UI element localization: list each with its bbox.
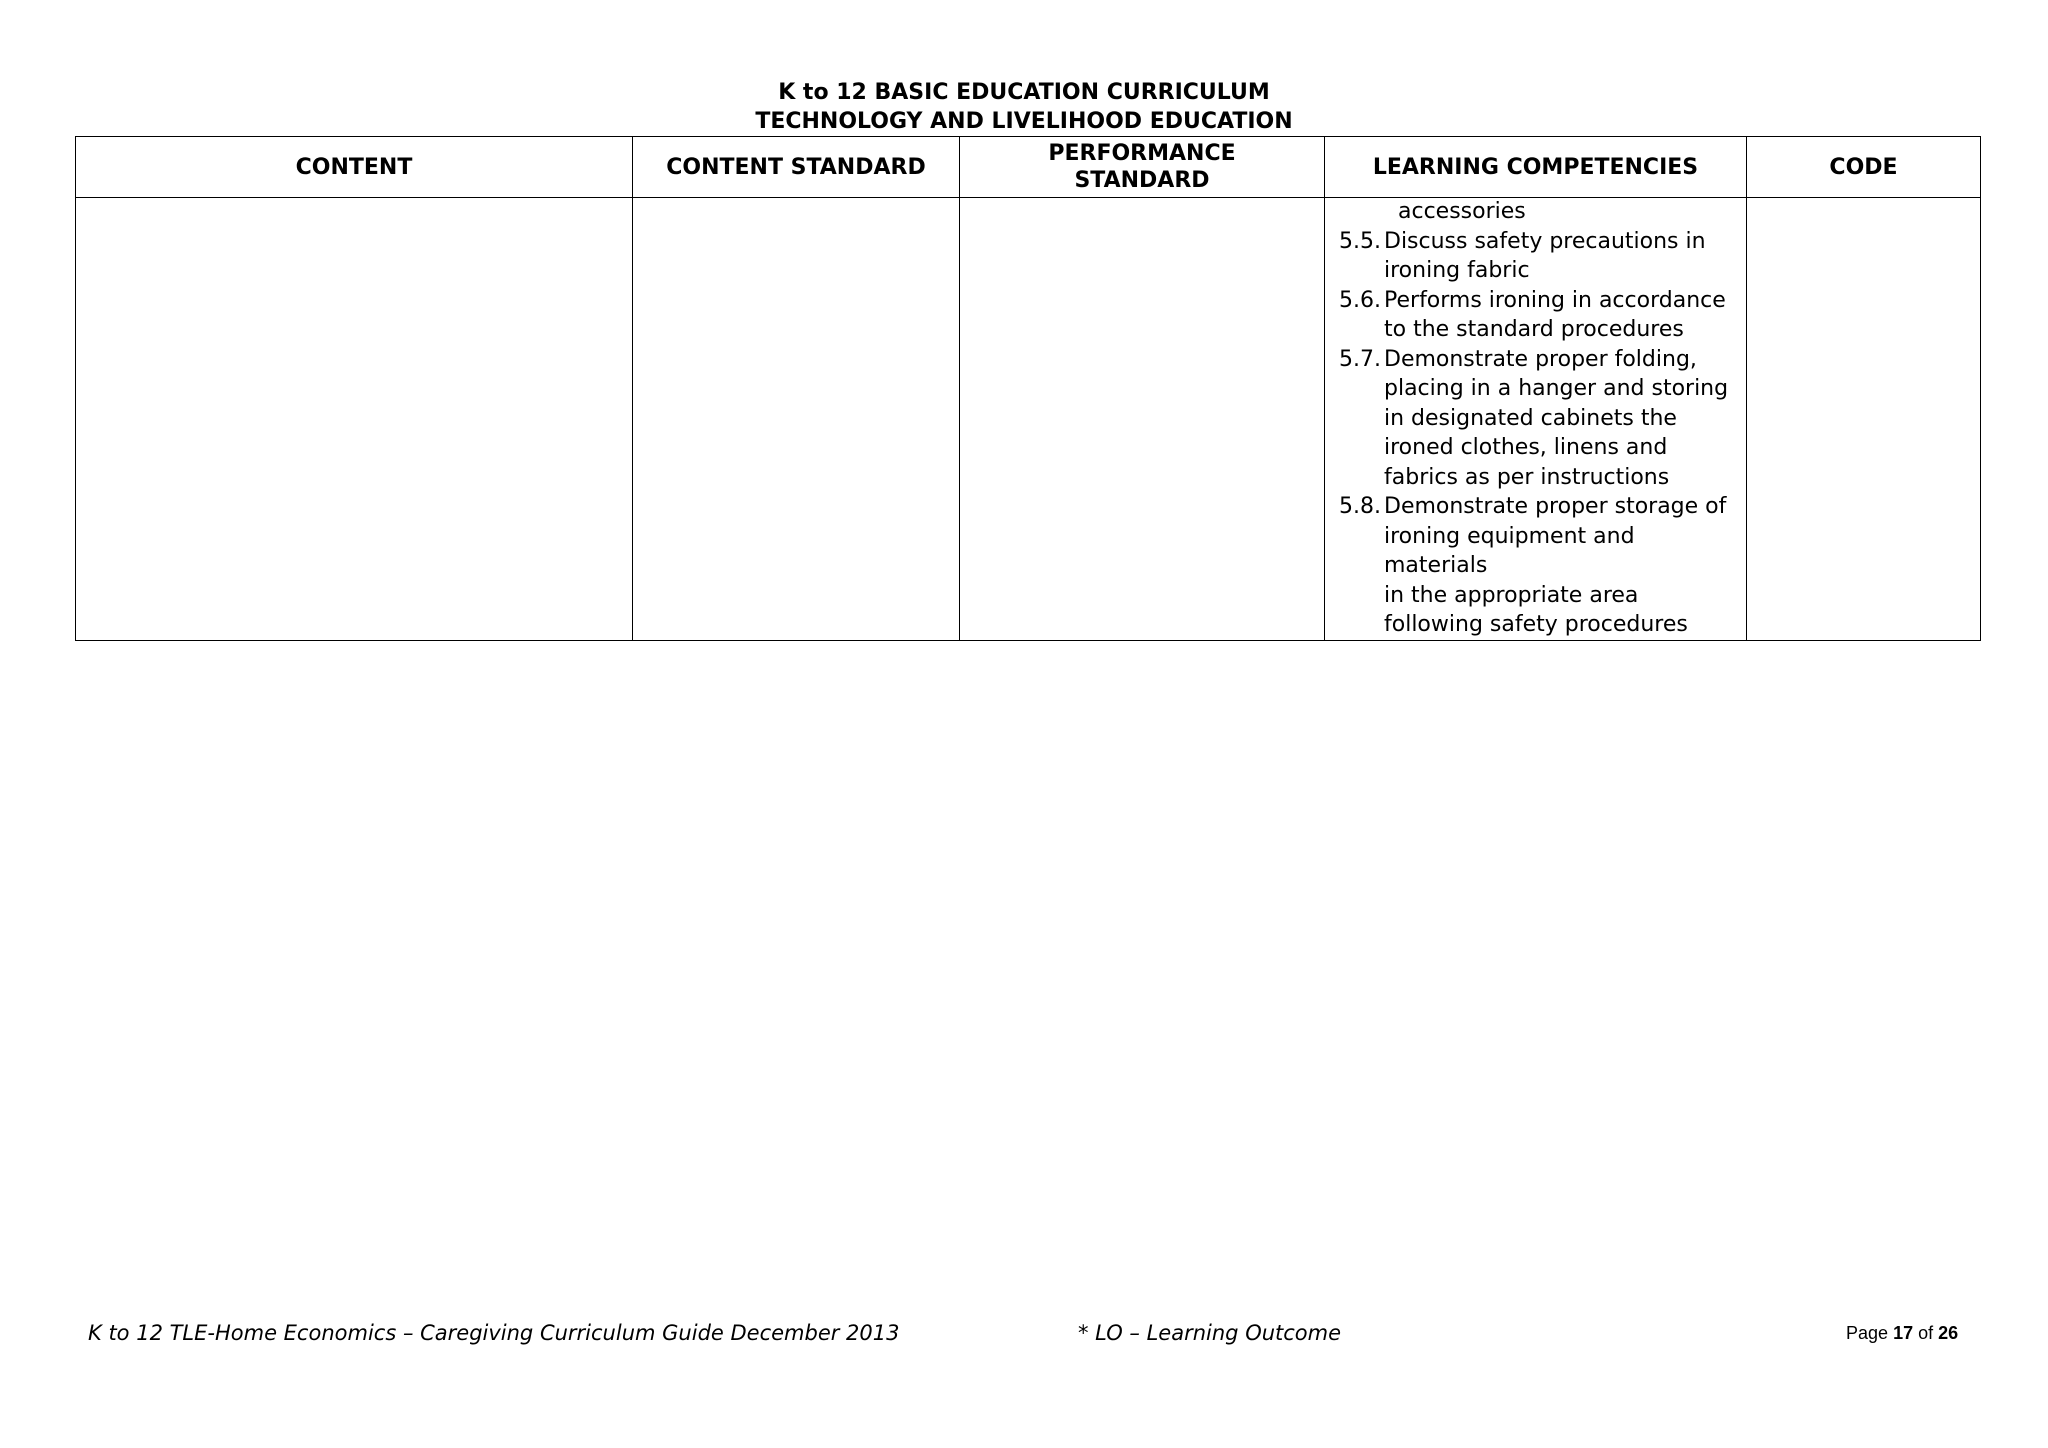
competency-list: [1325, 197, 1746, 640]
column-header-content-standard: CONTENT STANDARD: [633, 137, 960, 198]
column-header-code: CODE: [1747, 137, 1981, 198]
competency-number: 5.7.: [1339, 346, 1381, 372]
competency-item: [1339, 345, 1746, 493]
cell-content-standard: [633, 198, 960, 641]
column-header-performance-standard: [960, 137, 1325, 198]
competency-item: [1339, 286, 1746, 345]
competency-item: [1339, 492, 1746, 640]
footer-document-info: K to 12 TLE-Home Economics – Caregiving Curriculum Guide December 2013: [88, 1321, 900, 1345]
competency-text-line: Performs ironing in accordance: [1384, 287, 1726, 313]
performance-standard-line1: PERFORMANCE: [1048, 141, 1236, 166]
competency-text-line: ironed clothes, linens and: [1384, 435, 1668, 460]
page-of: of: [1918, 1323, 1934, 1343]
competency-number: 5.5.: [1339, 228, 1381, 254]
document-subtitle: TECHNOLOGY AND LIVELIHOOD EDUCATION: [755, 109, 1293, 134]
cell-performance-standard: [960, 198, 1325, 641]
curriculum-table: [75, 136, 1981, 641]
column-header-learning-competencies: LEARNING COMPETENCIES: [1325, 137, 1747, 198]
competency-text-line: Demonstrate proper folding,: [1384, 346, 1697, 372]
page-total: 26: [1938, 1323, 1959, 1343]
performance-standard-line2: STANDARD: [1074, 168, 1210, 193]
competency-text-line: ironing equipment and materials: [1384, 523, 1635, 578]
competency-number: 5.6.: [1339, 287, 1381, 313]
competency-text: [1384, 492, 1746, 640]
competency-text-line: fabrics as per instructions: [1384, 464, 1670, 490]
footer-legend: * LO – Learning Outcome: [1078, 1321, 1342, 1345]
document-title: K to 12 BASIC EDUCATION CURRICULUM: [778, 80, 1270, 105]
competency-text: [1384, 345, 1746, 493]
cell-learning-competencies: [1325, 198, 1747, 641]
column-header-content: CONTENT: [76, 137, 633, 198]
competency-text-line: placing in a hanger and storing: [1384, 376, 1729, 401]
competency-text-line: Demonstrate proper storage of: [1384, 494, 1727, 519]
competency-number: 5.8.: [1339, 494, 1381, 519]
footer-page-number: [1846, 1320, 1958, 1346]
competency-continuation: accessories: [1398, 199, 1526, 224]
cell-code: [1747, 198, 1981, 641]
competency-text-line: to the standard procedures: [1384, 317, 1684, 342]
table-row: [76, 198, 1981, 641]
competency-text-line: in designated cabinets the: [1384, 405, 1677, 431]
cell-content: [76, 198, 633, 641]
competency-text-line: ironing fabric: [1384, 258, 1530, 283]
page-label: Page: [1846, 1323, 1889, 1343]
competency-text-line: following safety procedures: [1384, 612, 1688, 637]
page-current: 17: [1893, 1323, 1914, 1343]
competency-text: [1384, 227, 1746, 286]
competency-text-line: Discuss safety precautions in: [1384, 228, 1706, 254]
competency-text-line: in the appropriate area: [1384, 582, 1639, 608]
competency-text: [1384, 286, 1746, 345]
competency-item: [1339, 227, 1746, 286]
table-header-row: [76, 137, 1981, 198]
